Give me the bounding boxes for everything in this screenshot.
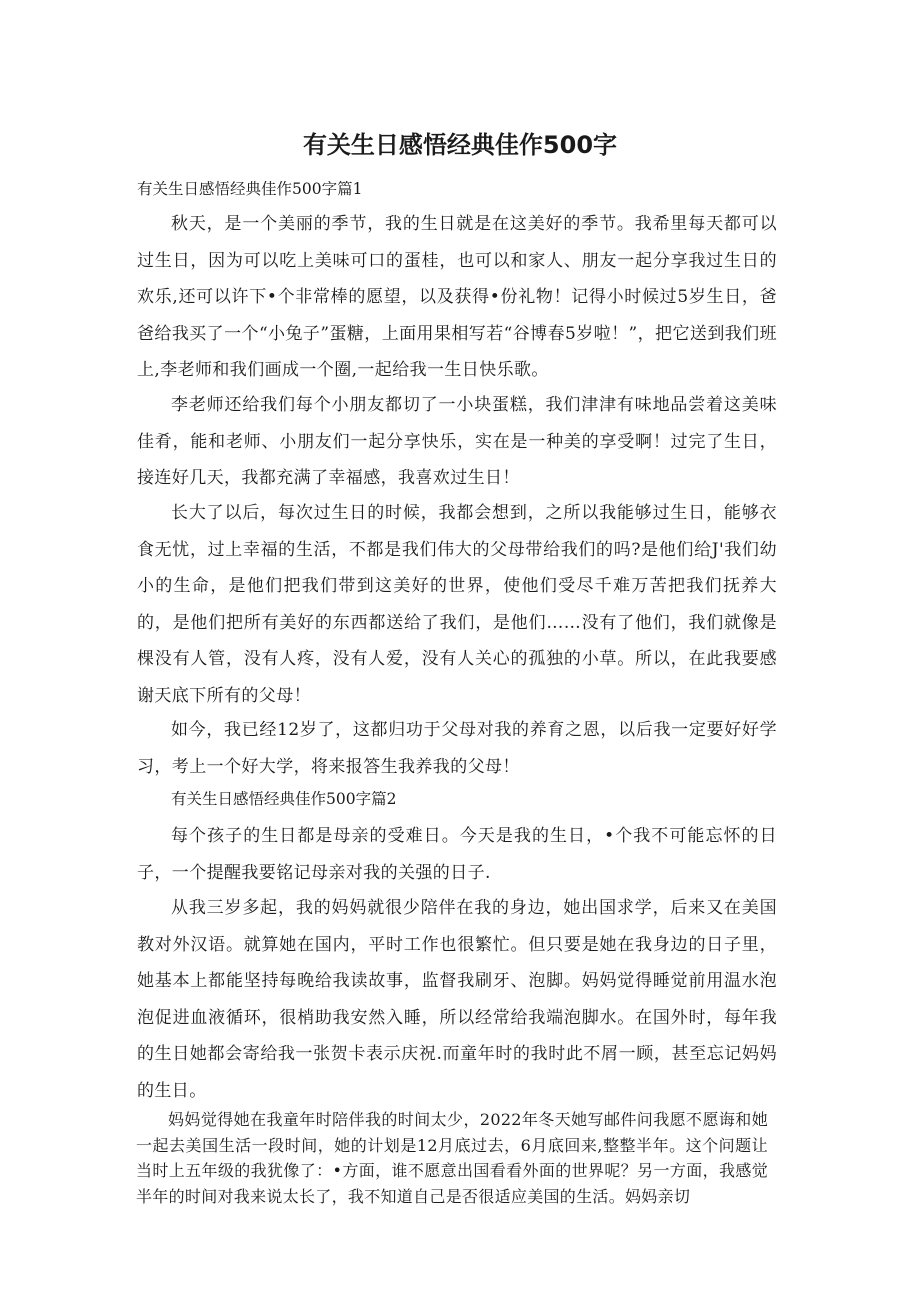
section-1-paragraph: 如今，我已经12岁了，这都归功于父母对我的养育之恩，以后我一定要好好学习，考上一个好大学，将来报答生我养我的父母！: [137, 720, 777, 777]
document-title: 有关生日感悟经典佳作500字: [302, 131, 618, 159]
section-1-paragraph: 李老师还给我们每个小朋友都切了一小块蛋糕，我们津津有味地品尝着这美味佳肴，能和老师、小朋友们一起分享快乐，实在是一种美的享受啊！过完了生日，接连好几天，我都充满了幸福感，我喜欢过生日！: [137, 395, 777, 488]
section-1-paragraph: 秋天，是一个美丽的季节，我的生日就是在这美好的季节。我希里每天都可以过生日，因为可以吃上美味可口的蛋桂，也可以和家人、朋友一起分享我过生日的欢乐,还可以许下•个非常棒的愿望，以及获得•份礼物！记得小时候过5岁生日，爸爸给我买了一个“小兔子”蛋糖，上面用果相写若“谷博春5岁啦！”，把它送到我们班上,李老师和我们画成一个圈,一起给我一生日快乐歌。: [137, 214, 777, 380]
section-2-heading: 有关生日感悟经典佳作500字篇2: [171, 790, 397, 808]
section-2-paragraph: 妈妈觉得她在我童年时陪伴我的时间太少，2022年冬天她写邮件问我愿不愿诲和她一起去美国生活一段时间，她的计划是12月底过去，6月底回来,整整半年。这个问题让当时上五年级的我犹像了：•方面，谁不愿意出国看看外面的世界呢？另一方面，我感觉半年的时间对我来说太长了，我不知道自己是否很适应美国的生活。妈妈亲切: [136, 1110, 768, 1206]
section-1-heading: 有关生日感悟经典佳作500字篇1: [137, 180, 363, 198]
section-2-paragraph: 每个孩子的生日都是母亲的受难日。今天是我的生日，•个我不可能忘怀的日子，一个提醒我要铭记母亲对我的关强的日子.: [137, 826, 777, 883]
section-2-paragraph: 从我三岁多起，我的妈妈就很少陪伴在我的身边，她出国求学，后来又在美国教对外汉语。就算她在国内，平时工作也很繁忙。但只要是她在我身边的日子里，她基本上都能坚持每晚给我读故事，监督我刷牙、泡脚。妈妈觉得睡觉前用温水泡泡促进血液循环，很梢助我安然入睡，所以经常给我端泡脚水。在国外时，每年我的生日她都会寄给我一张贺卡表示庆祝.而童年时的我时此不屑一顾，甚至忘记妈妈的生日。: [137, 898, 777, 1101]
section-1-paragraph: 长大了以后，每次过生日的时候，我都会想到，之所以我能够过生日，能够衣食无忧，过上幸福的生活，不都是我们伟大的父母带给我们的吗?是他们给J'我们幼小的生命，是他们把我们带到这美好的世界，使他们受尽千难万苦把我们抚养大的，是他们把所有美好的东西都送给了我们，是他们……没有了他们，我们就像是棵没有人管，没有人疼，没有人爱，没有人关心的孤独的小草。所以，在此我要感谢天底下所有的父母！: [137, 503, 777, 706]
